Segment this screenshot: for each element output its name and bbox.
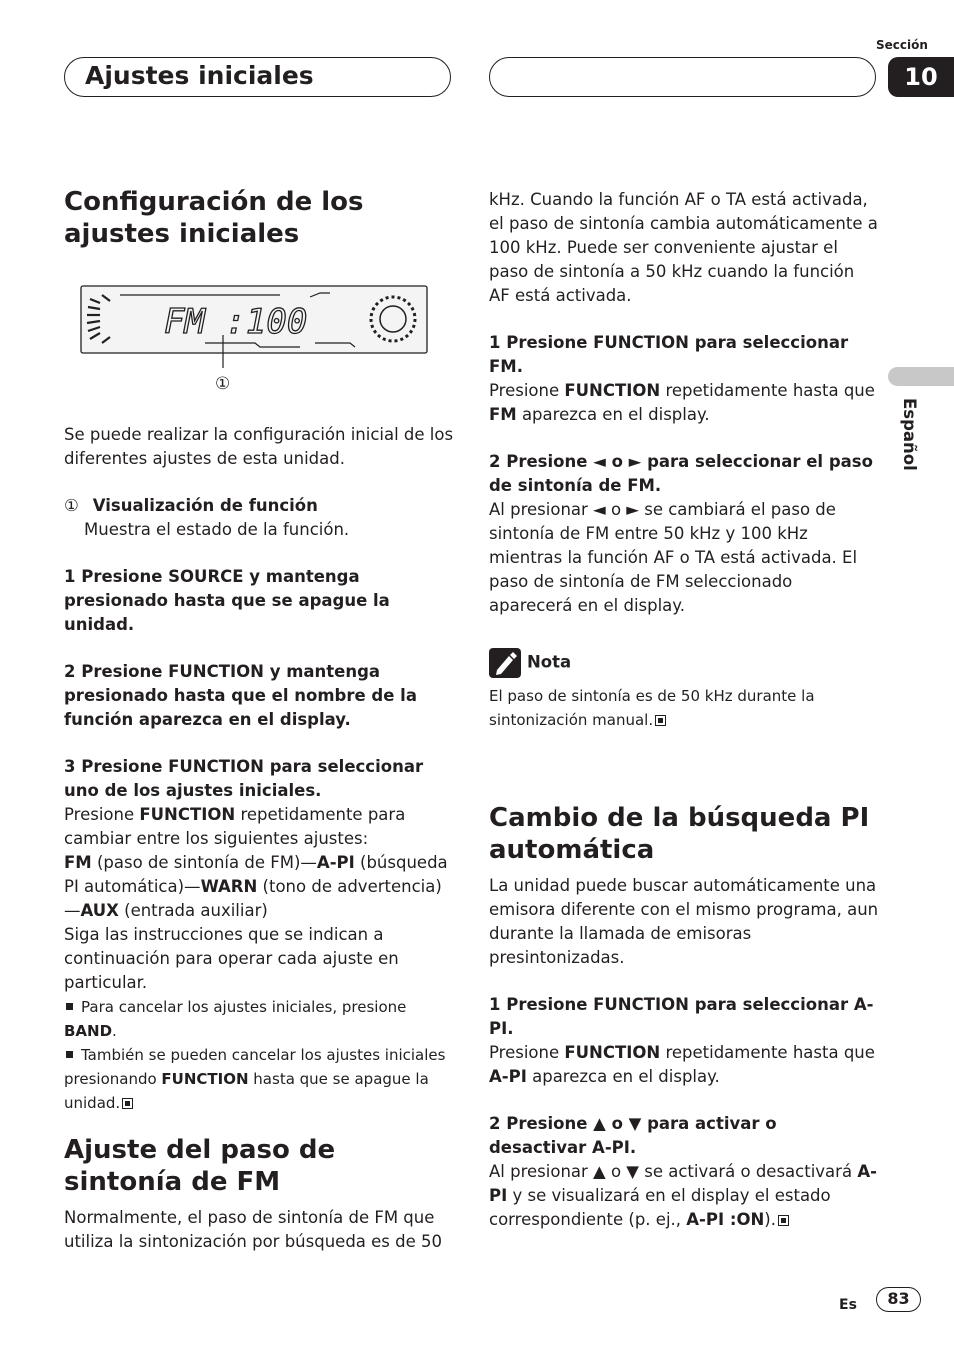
fm-step-1: 1 Presione FUNCTION para seleccionar FM. (489, 333, 849, 376)
display-illustration (80, 285, 428, 397)
note-body: El paso de sintonía es de 50 kHz durante la sintonización manual. (489, 687, 815, 729)
legend-title: Visualización de función (92, 496, 318, 515)
bullet-1: Para cancelar los ajustes iniciales, presione BAND. (64, 998, 407, 1040)
end-mark-icon (122, 1098, 133, 1109)
end-mark-icon (778, 1215, 789, 1226)
para-cont: kHz. Cuando la función AF o TA está activada, el paso de sintonía cambia automáticamente a 100 kHz. Puede ser conveniente ajustar el paso de sintonía a 50 kHz cuando la función AF está activada. (489, 190, 878, 305)
heading-cambio-pi: Cambio de la búsqueda PI automática (489, 803, 870, 865)
header-title-box (64, 57, 451, 97)
display-figure (80, 285, 428, 397)
fm-step-2-body: Al presionar ◄ o ► se cambiará el paso de sintonía de FM entre 50 kHz y 100 kHz mientras la función AF o TA está activada. El paso de sintonía de FM seleccionado aparecerá en el display. (489, 500, 858, 615)
follow-text: Siga las instrucciones que se indican a continuación para operar cada ajuste en particular. (64, 925, 399, 992)
para-ajuste-paso: Normalmente, el paso de sintonía de FM que utiliza la sintonización por búsqueda es de 50 (64, 1208, 443, 1251)
footer-lang-code: Es (839, 1297, 857, 1313)
intro-text: Se puede realizar la configuración inicial de los diferentes ajustes de esta unidad. (64, 425, 454, 468)
heading-configuracion: Configuración de los ajustes iniciales (64, 187, 364, 249)
api-step-2: 2 Presione ▲ o ▼ para activar o desactivar A-PI. (489, 1114, 777, 1157)
step-3-body: Presione FUNCTION repetidamente para cambiar entre los siguientes ajustes: (64, 805, 406, 848)
left-column-body (64, 423, 454, 1115)
language-tab (888, 367, 954, 386)
left-column-section2 (64, 1134, 454, 1254)
settings-list: FM (paso de sintonía de FM)—A-PI (búsqueda PI automática)—WARN (tono de advertencia) —AUX (entrada auxiliar) (64, 853, 448, 920)
page-number: 83 (876, 1287, 921, 1312)
section-label: Sección (876, 38, 928, 52)
header-title: Ajustes iniciales (85, 61, 314, 90)
bullet-2: También se pueden cancelar los ajustes iniciales presionando FUNCTION hasta que se apague la unidad. (64, 1046, 446, 1112)
step-2: 2 Presione FUNCTION y mantenga presionado hasta que el nombre de la función aparezca en el display. (64, 662, 417, 729)
api-step-1: 1 Presione FUNCTION para seleccionar A-PI. (489, 995, 874, 1038)
step-3: 3 Presione FUNCTION para seleccionar uno de los ajustes iniciales. (64, 757, 424, 800)
para-cambio-pi: La unidad puede buscar automáticamente una emisora diferente con el mismo programa, aun durante la llamada de emisoras presintonizadas. (489, 876, 879, 967)
pencil-icon (489, 648, 521, 678)
fm-step-2: 2 Presione ◄ o ► para seleccionar el paso de sintonía de FM. (489, 452, 873, 495)
api-step-1-body: Presione FUNCTION repetidamente hasta que A-PI aparezca en el display. (489, 1043, 875, 1086)
fm-step-1-body: Presione FUNCTION repetidamente hasta que FM aparezca en el display. (489, 381, 875, 424)
legend-desc: Muestra el estado de la función. (84, 520, 350, 539)
legend-item (64, 494, 454, 518)
note-header: Nota (489, 648, 879, 678)
bullet-square-icon (66, 1051, 73, 1058)
end-mark-icon (655, 715, 666, 726)
step-1: 1 Presione SOURCE y mantenga presionado hasta que se apague la unidad. (64, 567, 390, 634)
heading-ajuste-paso: Ajuste del paso de sintonía de FM (64, 1135, 336, 1197)
legend-num: ① (64, 496, 79, 515)
header-empty-box (489, 57, 876, 97)
section-number: 10 (888, 57, 954, 97)
display-callout: ① (215, 374, 231, 394)
bullet-square-icon (66, 1003, 73, 1010)
display-screen-text: FM :100 (164, 302, 308, 342)
left-column (64, 186, 454, 250)
api-step-2-body: Al presionar ▲ o ▼ se activará o desactivará A-PI y se visualizará en el display el estado correspondiente (p. ej., A-PI :ON). (489, 1162, 877, 1229)
right-column (489, 188, 879, 1232)
language-label: Español (900, 398, 919, 471)
